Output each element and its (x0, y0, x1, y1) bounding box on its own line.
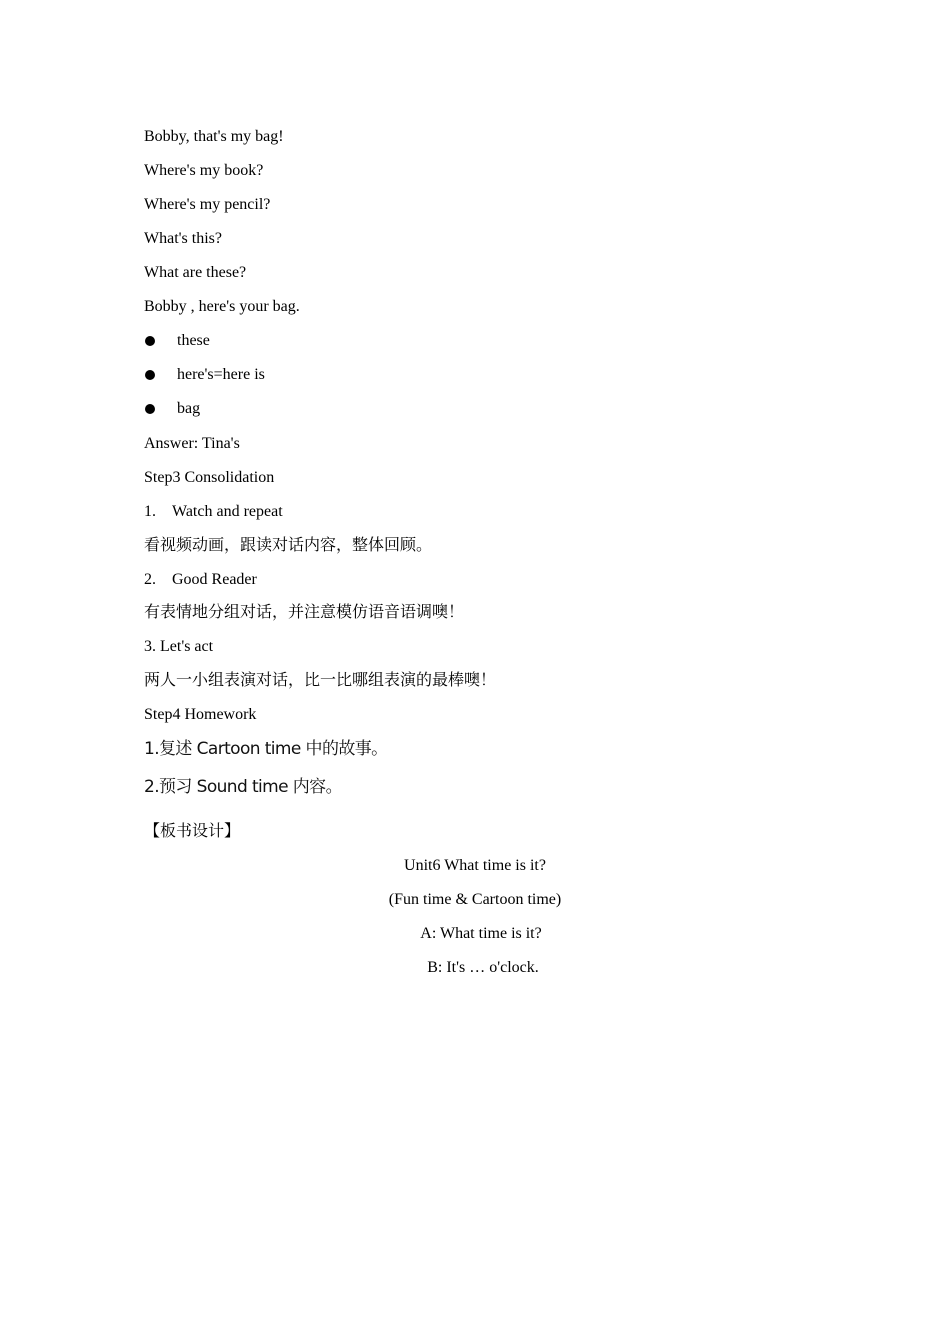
step3-item-title: 3. Let's act (144, 638, 214, 655)
board-line: Unit6 What time is it? (404, 857, 546, 874)
dialogue-line: What's this? (144, 230, 222, 247)
step3-item-desc: 两人一小组表演对话，比一比哪组表演的最棒噢！ (144, 672, 497, 689)
board-line: (Fun time & Cartoon time) (388, 891, 562, 908)
item-number: 2. (144, 571, 156, 588)
step4-heading: Step4 Homework (144, 706, 257, 723)
dialogue-line: Bobby, that's my bag! (144, 128, 284, 145)
bullet-icon (145, 336, 155, 346)
bullet-text: here's=here is (177, 366, 265, 383)
item-title: Good Reader (172, 571, 257, 588)
dialogue-line: What are these? (144, 264, 247, 281)
homework-item: 1.复述 Cartoon time 中的故事。 (144, 739, 388, 759)
board-line: A: What time is it? (420, 925, 542, 942)
item-number: 1. (144, 503, 156, 520)
dialogue-line: Where's my book? (144, 162, 264, 179)
dialogue-line: Where's my pencil? (144, 196, 271, 213)
bullet-text: bag (177, 400, 201, 417)
dialogue-line: Bobby , here's your bag. (144, 298, 300, 315)
item-title: Watch and repeat (172, 503, 283, 520)
step3-item-desc: 有表情地分组对话，并注意模仿语音语调噢！ (144, 604, 465, 621)
board-line: B: It's … o'clock. (427, 959, 539, 976)
bullet-text: these (177, 332, 210, 349)
step3-item-desc: 看视频动画，跟读对话内容，整体回顾。 (144, 537, 433, 554)
bullet-icon (145, 370, 155, 380)
step3-heading: Step3 Consolidation (144, 469, 275, 486)
homework-item: 2.预习 Sound time 内容。 (144, 777, 342, 797)
board-design-heading: 【板书设计】 (144, 823, 241, 840)
bullet-icon (145, 404, 155, 414)
answer-line: Answer: Tina's (144, 435, 240, 452)
